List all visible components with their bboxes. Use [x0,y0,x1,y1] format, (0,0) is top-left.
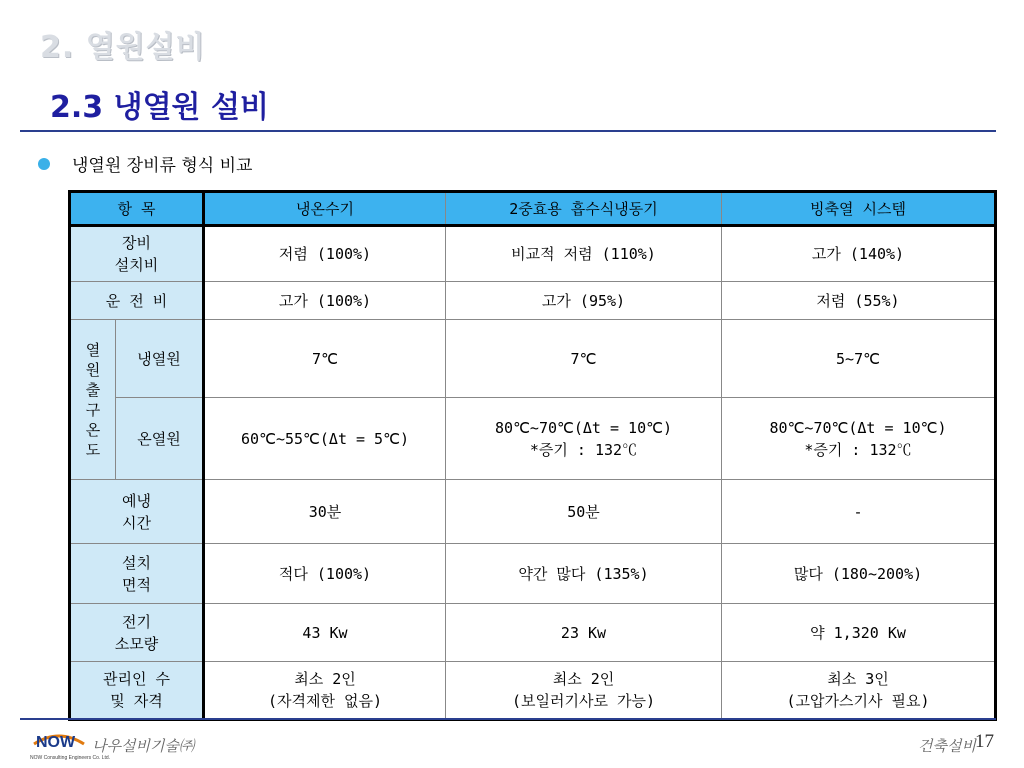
title-divider [20,130,996,132]
table-cell: 43 Kw [204,604,446,662]
row-label-install-cost: 장비 설치비 [70,226,204,282]
table-cell: 50분 [446,480,722,544]
row-label-precool-time: 예냉 시간 [70,480,204,544]
table-cell: 고가 (100%) [204,282,446,320]
table-cell: 7℃ [204,320,446,398]
table-cell: 80℃~70℃(Δt = 10℃) *증기 : 132℃ [722,398,996,480]
table-cell: 30분 [204,480,446,544]
row-label-cold-source: 냉열원 [116,320,204,398]
row-label-staff: 관리인 수 및 자격 [70,662,204,720]
table-cell: 고가 (140%) [722,226,996,282]
column-header-ice-storage: 빙축열 시스템 [722,192,996,226]
bullet-text: 냉열원 장비류 형식 비교 [72,156,253,176]
table-row [70,480,996,544]
table-row [70,544,996,604]
table-cell: 5~7℃ [722,320,996,398]
table-row [70,398,996,480]
bullet-dot-icon [38,158,50,170]
row-label-install-area: 설치 면적 [70,544,204,604]
bullet-item [38,151,252,176]
row-label-hot-source: 온열원 [116,398,204,480]
page-number: 17 [975,731,994,752]
company-name: 나우설비기술㈜ [92,737,194,755]
table-cell: 적다 (100%) [204,544,446,604]
table-cell: 많다 (180~200%) [722,544,996,604]
logo-subtitle: NOW Consulting Engineers Co. Ltd. [30,755,111,761]
table-cell: 7℃ [446,320,722,398]
table-row [70,226,996,282]
column-header-item: 항 목 [70,192,204,226]
table-row [70,604,996,662]
table-cell: 저렴 (55%) [722,282,996,320]
logo-wordmark: NOW [36,734,76,751]
table-cell: 80℃~70℃(Δt = 10℃) *증기 : 132℃ [446,398,722,480]
column-header-gas-chiller: 냉온수기 [204,192,446,226]
slide-title: 2.3 냉열원 설비 [50,90,269,125]
table-row [70,282,996,320]
row-label-power-usage: 전기 소모량 [70,604,204,662]
column-header-absorption-chiller: 2중효용 흡수식냉동기 [446,192,722,226]
table-header-row [70,192,996,226]
footer-category: 건축설비 [918,737,976,755]
table-cell: 60℃~55℃(Δt = 5℃) [204,398,446,480]
table-cell: 23 Kw [446,604,722,662]
table-cell: 고가 (95%) [446,282,722,320]
row-label-operating-cost: 운 전 비 [70,282,204,320]
table-row [70,662,996,720]
section-title: 2. 열원설비 [40,30,206,65]
table-cell: 저렴 (100%) [204,226,446,282]
table-cell: 최소 3인 (고압가스기사 필요) [722,662,996,720]
table-cell: 약간 많다 (135%) [446,544,722,604]
table-row [70,320,996,398]
row-group-label-outlet-temp: 열 원 출 구 온 도 [70,320,116,480]
table-cell: 약 1,320 Kw [722,604,996,662]
table-cell: 최소 2인 (자격제한 없음) [204,662,446,720]
table-cell: 최소 2인 (보일러기사로 가능) [446,662,722,720]
table-cell: - [722,480,996,544]
footer-divider [20,718,996,720]
table-cell: 비교적 저렴 (110%) [446,226,722,282]
comparison-table [68,190,997,721]
